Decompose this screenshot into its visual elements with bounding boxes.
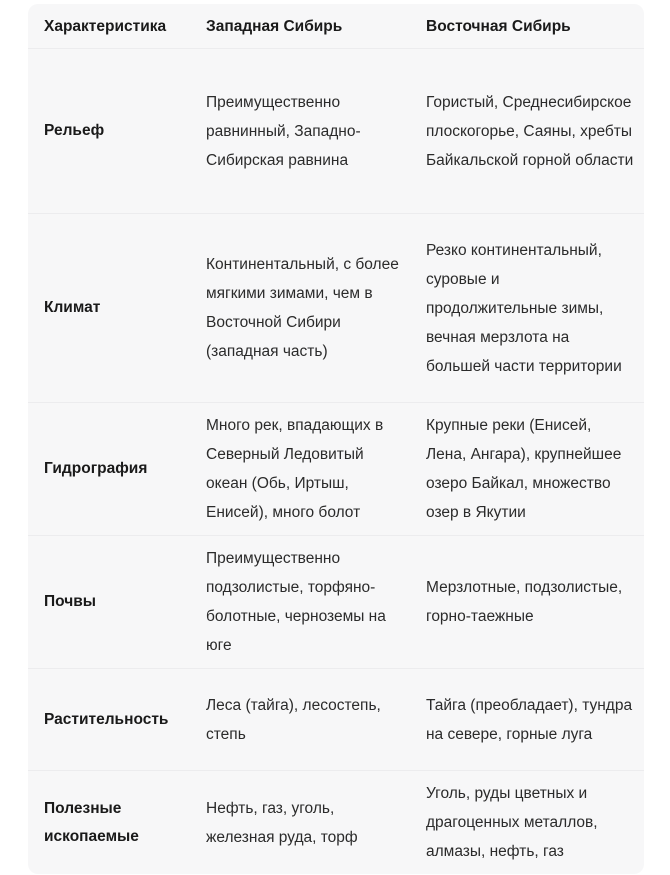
row-east-value: Мерзлотные, подзолистые, горно-таежные bbox=[426, 579, 623, 625]
comparison-table bbox=[28, 4, 644, 874]
row-feature: Растительность bbox=[44, 710, 169, 728]
row-west-value: Нефть, газ, уголь, железная руда, торф bbox=[206, 799, 358, 846]
header-row bbox=[28, 4, 644, 49]
comparison-table-container bbox=[28, 4, 644, 874]
row-west-value: Леса (тайга), лесостепь, степь bbox=[206, 696, 381, 743]
table-body bbox=[28, 49, 644, 875]
table-header bbox=[28, 4, 644, 49]
table-row bbox=[28, 669, 644, 771]
row-feature: Рельеф bbox=[44, 122, 105, 139]
row-east-value: Гористый, Среднесибирское плоскогорье, Саяны, хребты Байкальской горной области bbox=[426, 93, 634, 169]
row-feature: Полезные ископаемые bbox=[44, 799, 139, 845]
row-east-value: Крупные реки (Енисей, Лена, Ангара), крупнейшее озеро Байкал, множество озер в Якутии bbox=[426, 417, 622, 521]
table-row bbox=[28, 49, 644, 214]
row-east-value: Уголь, руды цветных и драгоценных металлов, алмазы, нефть, газ bbox=[426, 785, 598, 860]
row-east-value: Резко континентальный, суровые и продолжительные зимы, вечная мерзлота на большей части территории bbox=[426, 241, 622, 375]
header-characteristic: Характеристика bbox=[44, 17, 167, 35]
header-east-siberia: Восточная Сибирь bbox=[426, 17, 571, 35]
table-row bbox=[28, 214, 644, 403]
row-west-value: Преимущественно подзолистые, торфяно-болотные, черноземы на юге bbox=[206, 550, 386, 654]
header-west-siberia: Западная Сибирь bbox=[206, 17, 343, 35]
row-west-value: Континентальный, с более мягкими зимами, чем в Восточной Сибири (западная часть) bbox=[206, 256, 399, 360]
table-row bbox=[28, 403, 644, 536]
table-row bbox=[28, 771, 644, 875]
row-east-value: Тайга (преобладает), тундра на севере, горные луга bbox=[426, 696, 633, 743]
row-feature: Почвы bbox=[44, 593, 96, 610]
row-west-value: Преимущественно равнинный, Западно-Сибирская равнина bbox=[206, 93, 361, 169]
row-feature: Климат bbox=[44, 299, 101, 316]
row-feature: Гидрография bbox=[44, 460, 148, 477]
row-west-value: Много рек, впадающих в Северный Ледовитый океан (Обь, Иртыш, Енисей), много болот bbox=[206, 417, 384, 521]
table-row bbox=[28, 536, 644, 669]
